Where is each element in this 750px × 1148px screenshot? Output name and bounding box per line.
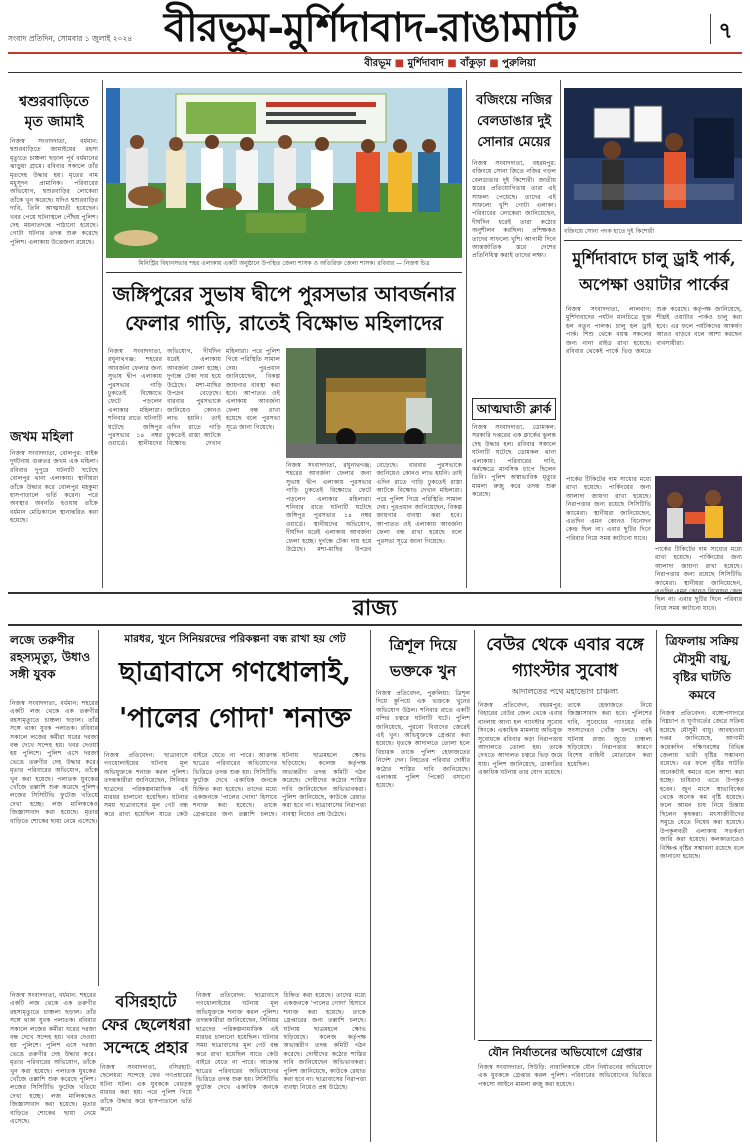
story-body-abuse-arrest: নিজস্ব সংবাদদাতা, সিউড়ি: নাবালিকাকে যৌন নির্যাতনের অভিযোগে এক যুবককে গ্রেপ্তার করল পুলিশ। পরিবারের অভিযোগের ভিত্তিতে পকসো আইনে মামলা রুজু করা হয়েছে। <box>478 1064 652 1088</box>
boxing-medal-photo <box>564 88 742 224</box>
district-list <box>300 56 600 70</box>
district-3: বাঁকুড়া <box>460 58 486 69</box>
story-head-injured-woman: জখম মহিলা <box>10 430 74 445</box>
masthead-title: বীরভূম-মুর্শিদাবাদ-রাঙামাটি <box>163 4 577 51</box>
column-divider <box>102 80 103 588</box>
story-body-lodge-death-end: নিজস্ব সংবাদদাতা, বর্ধমান: শহরের একটি লজ থেকে এক তরুণীর রহস্যমৃত্যুতে চাঞ্চল্য ছড়াল। তাঁর সঙ্গে থাকা যুবক পলাতক। রবিবার সকালে লজের কর্মীরা ঘরের দরজা বন্ধ দেখে সন্দেহ হয়। খবর দেওয়া হয় পুলিশে। পুলিশ এসে দরজা ভেঙে তরুণীর দেহ উদ্ধার করে। মৃতার পরিবারের অভিযোগ, তাঁকে খুন করা হয়েছে। পলাতক যুবকের খোঁজে তল্লাশি শুরু করেছে পুলিশ। লজের সিসিটিভি ফুটেজ খতিয়ে দেখা হচ্ছে। লজ মালিককেও জিজ্ঞাসাবাদ করা হয়েছে। মৃতার বাড়িতে শোকের ছায়া নেমে এসেছে। <box>10 992 96 1126</box>
story-body-trident: নিজস্ব প্রতিবেদন, পুরুলিয়া: ত্রিশূল দিয়ে কুপিয়ে এক ভক্তকে খুনের অভিযোগ উঠল। শনিবার রাতে একটি মন্দির চত্বরে ঘটনাটি ঘটে। পুলিশ জানিয়েছে, পুরনো বিবাদের জেরেই এই খুন। অভিযুক্তকে গ্রেপ্তার করা হয়েছে। ধৃতকে আদালতে তোলা হলে বিচারক তাকে পুলিশ হেফাজতের নির্দেশ দেন। নিহতের পরিবার দোষীর কঠোর শাস্তির দাবি জানিয়েছে। এলাকায় পুলিশ পিকেট বসানো হয়েছে। <box>376 690 470 790</box>
column-divider <box>98 630 99 986</box>
story-body-injured-woman: নিজস্ব সংবাদদাতা, বোলপুর: বাইক দুর্ঘটনায় গুরুতর জখম এক মহিলা। রবিবার দুপুরে ঘটনাটি ঘটেছে বোলপুর থানা এলাকায়। স্থানীয়রা তাঁকে উদ্ধার করে বোলপুর মহকুমা হাসপাতালে ভর্তি করেন। পরে অবস্থার অবনতি হওয়ায় তাঁকে বর্ধমান মেডিক্যালে স্থানান্তরিত করা হয়েছে। <box>10 450 98 525</box>
story-body-lodge-death: নিজস্ব সংবাদদাতা, বর্ধমান: শহরের একটি লজ থেকে এক তরুণীর রহস্যমৃত্যুতে চাঞ্চল্য ছড়াল। তাঁর সঙ্গে থাকা যুবক পলাতক। রবিবার সকালে লজের কর্মীরা ঘরের দরজা বন্ধ দেখে সন্দেহ হয়। খবর দেওয়া হয় পুলিশে। পুলিশ এসে দরজা ভেঙে তরুণীর দেহ উদ্ধার করে। মৃতার পরিবারের অভিযোগ, তাঁকে খুন করা হয়েছে। পলাতক যুবকের খোঁজে তল্লাশি শুরু করেছে পুলিশ। লজের সিসিটিভি ফুটেজ খতিয়ে দেখা হচ্ছে। লজ মালিককেও জিজ্ঞাসাবাদ করা হয়েছে। মৃতার বাড়িতে শোকের ছায়া নেমে এসেছে। <box>10 700 98 825</box>
lead-kicker-hostel: মারধর, খুনে সিনিয়রদের পরিকল্পনা বন্ধ রাখা হয় গেট <box>124 633 346 645</box>
story-head-clerk: আত্মঘাতী ক্লার্ক <box>476 402 552 416</box>
column-divider <box>370 630 371 1142</box>
garbage-truck-drawing <box>286 348 462 458</box>
boxing-photo-caption: বজিংয়ে সোনা পদক হাতে দুই কিশোরী <box>564 228 655 235</box>
story-head-in-law-death: শ্বশুরবাড়িতে মৃত জামাই <box>19 94 89 130</box>
story-body-in-law-death: নিজস্ব সংবাদদাতা, বর্ধমান: শ্বশুরবাড়িতে জামাইয়ের রহস্য মৃত্যুতে চাঞ্চল্য ছড়াল পূর্ব বর্ধমানের ঝাড়ুয়া গ্রামে। রবিবার সকালে তাঁর মৃতদেহ উদ্ধার হয়। মৃতের নাম মধুসূদন প্রামানিক। পরিবারের অভিযোগ, শ্বশুরবাড়ির লোকেরা তাঁকে খুন করেছে। যদিও শ্বশুরবাড়ির দাবি, তিনি আত্মঘাতী হয়েছেন। খবর পেয়ে ঘটনাস্থলে পৌঁছয় পুলিশ। দেহ ময়নাতদন্তে পাঠানো হয়েছে। গোটা ঘটনার তদন্ত শুরু করেছে পুলিশ। এলাকায় উত্তেজনা রয়েছে। <box>10 138 98 246</box>
column-divider <box>560 80 561 588</box>
column-divider <box>474 630 475 1040</box>
lead-body-jangipur: নিজস্ব সংবাদদাতা, রঘুনাথগঞ্জ: শহরের আবর্জনা ফেলার জন্য সুভাষ দ্বীপ এলাকায় পুরসভার গাড়ি ঢুকতেই বিক্ষোভে ফেটে পড়লেন এলাকার মহিলারা। শনিবার রাতে ঘটনাটি ঘটেছে জঙ্গিপুর পুরসভার ১৪ নম্বর ওয়ার্ডে। স্থানীয়দের অভিযোগ, দীর্ঘদিন ধরেই এলাকায় আবর্জনা ফেলা হচ্ছে। দুর্গন্ধে টেকা দায় হয়ে উঠেছে। মশা-মাছির উপদ্রব বেড়েছে। বারবার পুরসভাকে জানিয়েও কোনও লাভ হয়নি। তাই এদিন রাতে গাড়ি ঢুকতেই রাস্তা আটকে বিক্ষোভ দেখান মহিলারা। পরে পুলিশ গিয়ে পরিস্থিতি সামাল দেয়। পুরপ্রধান জানিয়েছেন, বিকল্প জায়গার ব্যবস্থা করা হবে। আপাতত ওই এলাকায় আবর্জনা ফেলা বন্ধ রাখা হয়েছে বলে পুরসভা সূত্রে জানা গিয়েছে। <box>108 348 280 448</box>
story-body-boxing-girls: নিজস্ব সংবাদদাতা, বহরমপুর: বজিংয়ে সোনা জিতে নজির গড়ল বেলডাঙার দুই কিশোরী। জাতীয় স্তরের প্রতিযোগিতায় তারা এই সাফল্য পেয়েছে। তাদের এই সাফল্যে খুশি গোটা এলাকা। পরিবারের লোকেরা জানিয়েছেন, দীর্ঘদিন ধরেই তারা কঠোর অনুশীলন করছিল। প্রশিক্ষকও তাদের সাফল্যে খুশি। আগামী দিনে আন্তর্জাতিক স্তরে দেশের প্রতিনিধিত্ব করাই তাদের লক্ষ্য। <box>472 160 556 260</box>
dateline: সংবাদ প্রতিদিন, সোমবার ১ জুলাই ২০২৪ <box>8 34 133 43</box>
garbage-truck-photo <box>286 348 462 458</box>
section-title-state: রাজ্য <box>352 595 398 621</box>
story-body-clerk: নিজস্ব সংবাদদাতা, ডোমকল: সরকারি দপ্তরের এক ক্লার্কের ঝুলন্ত দেহ উদ্ধার হল। রবিবার সকালে ঘটনাটি ঘটেছে ডোমকল থানা এলাকায়। পরিবারের দাবি, কর্মক্ষেত্রে মানসিক চাপে ছিলেন তিনি। পুলিশ অস্বাভাবিক মৃত্যুর মামলা রুজু করে তদন্ত শুরু করেছে। <box>472 424 556 499</box>
district-2: মুর্শিদাবাদ <box>407 58 444 69</box>
separator-dot: ■ <box>489 58 503 69</box>
caption-rule <box>564 240 742 241</box>
park-drawing <box>655 476 742 542</box>
district-4: পুরুলিয়া <box>502 58 536 69</box>
column-divider <box>656 630 657 1142</box>
caption-rule <box>106 272 462 273</box>
lead-body-jangipur-cont: নিজস্ব সংবাদদাতা, রঘুনাথগঞ্জ: শহরের আবর্জনা ফেলার জন্য সুভাষ দ্বীপ এলাকায় পুরসভার গাড়ি ঢুকতেই বিক্ষোভে ফেটে পড়লেন এলাকার মহিলারা। শনিবার রাতে ঘটনাটি ঘটেছে জঙ্গিপুর পুরসভার ১৪ নম্বর ওয়ার্ডে। স্থানীয়দের অভিযোগ, দীর্ঘদিন ধরেই এলাকায় আবর্জনা ফেলা হচ্ছে। দুর্গন্ধে টেকা দায় হয়ে উঠেছে। মশা-মাছির উপদ্রব বেড়েছে। বারবার পুরসভাকে জানিয়েও কোনও লাভ হয়নি। তাই এদিন রাতে গাড়ি ঢুকতেই রাস্তা আটকে বিক্ষোভ দেখান মহিলারা। পরে পুলিশ গিয়ে পরিস্থিতি সামাল দেয়। পুরপ্রধান জানিয়েছেন, বিকল্প জায়গার ব্যবস্থা করা হবে। আপাতত ওই এলাকায় আবর্জনা ফেলা বন্ধ রাখা হয়েছে বলে পুরসভা সূত্রে জানা গিয়েছে। <box>286 462 462 554</box>
boxing-medal-drawing <box>564 88 742 224</box>
column-divider <box>466 80 467 588</box>
story-body-dry-park-end: পার্কের টিকিটের দাম সাধ্যের মধ্যে রাখা হয়েছে। পার্কিংয়ের জন্য আলাদা জায়গা রাখা হয়েছে। নিরাপত্তার জন্য রয়েছে সিসিটিভি ক্যামেরা। স্থানীয়রা জানিয়েছেন, ছিল না। এবার ছুটির দিনে পরিবার নিয়ে সময় কাটানো যাবে। <box>655 546 742 612</box>
story-kicker-gangster: আদালতের পথে মহাভোগ চাঞ্চল্য <box>511 687 619 696</box>
masthead-rule <box>8 52 742 54</box>
lead-headline-hostel: ছাত্রাবাসে গণধোলাই, 'পালের গোদা' শনাক্ত <box>118 657 352 734</box>
story-head-monsoon: ত্রিফলায় সক্রিয় মৌসুমী বায়ু, বৃষ্টির ঘাটতি কমবে <box>665 634 739 702</box>
story-body-monsoon: নিজস্ব প্রতিবেদন: বঙ্গোপসাগরে নিম্নচাপ ও ঘূর্ণাবর্তের জেরে সক্রিয় হয়েছে মৌসুমী বায়ু। আবহাওয়া দপ্তর জানিয়েছে, আগামী কয়েকদিন দক্ষিণবঙ্গের বিভিন্ন জেলায় ভারী বৃষ্টির সম্ভাবনা রয়েছে। এর ফলে বৃষ্টির ঘাটতি অনেকটাই কমবে বলে আশা করা হচ্ছে। চাষিরাও এতে উপকৃত হবেন। জুন মাসে স্বাভাবিকের থেকে অনেক কম বৃষ্টি হয়েছে। ফলে আমন চাষ নিয়ে চিন্তায় ছিলেন কৃষকরা। মৎস্যজীবীদের সমুদ্রে যেতে নিষেধ করা হয়েছে। উপকূলবর্তী এলাকায় সতর্কতা জারি করা হয়েছে। কলকাতাতেও বিক্ষিপ্ত বৃষ্টির সম্ভাবনা রয়েছে বলে জানানো হয়েছে। <box>660 710 744 860</box>
clerk-story-box <box>472 398 556 420</box>
top-rule <box>8 72 742 73</box>
district-1: বীরভূম <box>364 58 392 69</box>
story-head-abuse-arrest: যৌন নির্যাতনের অভিযোগে গ্রেপ্তার <box>488 1046 642 1059</box>
lead-body-hostel-cont: নিজস্ব প্রতিবেদন: ছাত্রাবাসে গণধোলাইয়ের ঘটনায় মূল অভিযুক্তকে শনাক্ত করল পুলিশ। তদন্তকারীরা জানিয়েছেন, সিনিয়র ছাত্রদের পরিকল্পনামাফিক এই মারধর চালানো হয়েছিল। ঘটনার সময় ছাত্রাবাসের মূল গেট বন্ধ করে রাখা হয়েছিল যাতে কেউ বাইরে যেতে না পারে। আক্রান্ত ছাত্রের পরিবারের অভিযোগের ভিত্তিতে তদন্ত শুরু হয়। সিসিটিভি ফুটেজ দেখে একাধিক জনকে চিহ্নিত করা হয়েছে। তাদের মধ্যে একজনকে 'পালের গোদা' হিসাবে শনাক্ত করা হয়েছে। তাকে গ্রেপ্তারের জন্য তল্লাশি চলছে। ঘটনায় ছাত্রমহলে ক্ষোভ ছড়িয়েছে। কলেজ কর্তৃপক্ষ অভ্যন্তরীণ তদন্ত কমিটি গঠন করেছে। দোষীদের কঠোর শাস্তির দাবি জানিয়েছেন অভিভাবকরা। পুলিশ জানিয়েছে, কাউকে রেয়াত করা হবে না। ছাত্রাবাসের নিরাপত্তা ব্যবস্থা নিয়েও প্রশ্ন উঠেছে। <box>196 992 366 1092</box>
story-body-dry-park: নিজস্ব সংবাদদাতা, লালবাগ: মুর্শিদাবাদের পর্যটন মানচিত্রে যুক্ত হল নতুন পালক। চালু হল ড্রাই পার্ক। শিশু থেকে বয়স্ক সকলের জন্য নানা রাইড রাখা হয়েছে। রবিবার থেকেই পার্কে ভিড় জমতে শুরু করেছে। কর্তৃপক্ষ জানিয়েছে, শীঘ্রই ওয়াটার পার্কও চালু করা হবে। এর ফলে পর্যটকদের আকর্ষণ আরও বাড়বে বলে আশা করছেন ব্যবসায়ীরা। <box>566 306 742 356</box>
event-photo-drawing <box>106 88 462 258</box>
park-photo <box>655 476 742 542</box>
event-photo-caption: মিনিস্ট্রির বিধানসভার শহর এলাকায় একটি অনুষ্ঠানে উপস্থিত জেলা শাসক ও অতিরিক্ত জেলা শাসক। রবিবার — নিজস্ব চিত্র <box>138 260 430 267</box>
separator-dot: ■ <box>447 58 461 69</box>
lead-headline-jangipur: জঙ্গিপুরের সুভাষ দ্বীপে পুরসভার আবর্জনার ফেলার গাড়ি, রাতেই বিক্ষোভ মহিলাদের <box>112 282 456 335</box>
section-rule-bottom <box>8 624 742 626</box>
basirhat-head-box <box>100 990 192 1060</box>
event-photo <box>106 88 462 258</box>
page-number: ৭ <box>710 14 740 44</box>
story-head-gangster: বেউর থেকে এবার বঙ্গে গ্যাংস্টার সুবোধ <box>486 635 644 681</box>
story-head-boxing-girls: বজিংয়ে নজির বেলডাঙার দুই সোনার মেয়ের <box>476 93 552 150</box>
story-body-gangster: নিজস্ব প্রতিবেদন, বহরমপুর: বিহারের বেউর জেল থেকে এবার বাংলায় আনা হল গ্যাংস্টার সুবোধ সিংকে। একাধিক মামলায় অভিযুক্ত সুবোধকে রবিবার কড়া নিরাপত্তায় আদালতে তোলা হয়। তাকে দেখতে আদালত চত্বরে ভিড় জমে যায়। পুলিশ জানিয়েছে, ডাকাতির একাধিক ঘটনায় তার যোগ রয়েছে। তাকে হেফাজতে নিয়ে জিজ্ঞাসাবাদ করা হবে। পুলিশের দাবি, সুবোধের গ্যাংয়ের বাকি সদস্যদেরও খোঁজ চলছে। এই ঘটনায় রাজ্য জুড়ে চাঞ্চল্য ছড়িয়েছে। নিরাপত্তার কারণে বিশেষ বাহিনী মোতায়েন করা হয়েছিল। <box>478 702 652 777</box>
story-body-dry-park-cont: পার্কের টিকিটের দাম সাধ্যের মধ্যে রাখা হয়েছে। পার্কিংয়ের জন্য আলাদা জায়গা রাখা হয়েছে। নিরাপত্তার জন্য রয়েছে সিসিটিভি ক্যামেরা। স্থানীয়রা জানিয়েছেন, এতদিন এমন কোনও বিনোদন কেন্দ্র ছিল না। এবার ছুটির দিনে পরিবার নিয়ে সময় কাটানো যাবে। <box>566 476 651 542</box>
lead-body-hostel: নিজস্ব প্রতিবেদন: ছাত্রাবাসে গণধোলাইয়ের ঘটনায় মূল অভিযুক্তকে শনাক্ত করল পুলিশ। তদন্তকারীরা জানিয়েছেন, সিনিয়র ছাত্রদের পরিকল্পনামাফিক এই মারধর চালানো হয়েছিল। ঘটনার সময় ছাত্রাবাসের মূল গেট বন্ধ করে রাখা হয়েছিল যাতে কেউ বাইরে যেতে না পারে। আক্রান্ত ছাত্রের পরিবারের অভিযোগের ভিত্তিতে তদন্ত শুরু হয়। সিসিটিভি ফুটেজ দেখে একাধিক জনকে চিহ্নিত করা হয়েছে। তাদের মধ্যে একজনকে 'পালের গোদা' হিসাবে শনাক্ত করা হয়েছে। তাকে গ্রেপ্তারের জন্য তল্লাশি চলছে। ঘটনায় ছাত্রমহলে ক্ষোভ ছড়িয়েছে। কলেজ কর্তৃপক্ষ অভ্যন্তরীণ তদন্ত কমিটি গঠন করেছে। দোষীদের কঠোর শাস্তির দাবি জানিয়েছেন অভিভাবকরা। পুলিশ জানিয়েছে, কাউকে রেয়াত করা হবে না। ছাত্রাবাসের নিরাপত্তা ব্যবস্থা নিয়েও প্রশ্ন উঠেছে। <box>104 752 366 818</box>
story-body-basirhat: নিজস্ব সংবাদদাতা, বসিরহাট: ছেলেধরা সন্দেহে ফের গণপ্রহারের ঘটনা ঘটল। এক যুবককে বেধড়ক মারধর করা হয়। পরে পুলিশ গিয়ে তাঁকে উদ্ধার করে হাসপাতালে ভর্তি করে। <box>100 1064 192 1114</box>
story-rule <box>478 1040 652 1041</box>
story-head-basirhat: বসিরহাটে ফের ছেলেধরা সন্দেহে প্রহার <box>101 992 191 1057</box>
story-head-lodge-death: লজে তরুণীর রহস্যমৃত্যু, উধাও সঙ্গী যুবক <box>10 633 91 681</box>
separator-dot: ■ <box>394 58 408 69</box>
story-head-dry-park: মুর্শিদাবাদে চালু ড্রাই পার্ক, অপেক্ষা ওয়াটার পার্কের <box>572 249 736 294</box>
story-head-trident: ত্রিশূল দিয়ে ভক্তকে খুন <box>389 636 457 680</box>
